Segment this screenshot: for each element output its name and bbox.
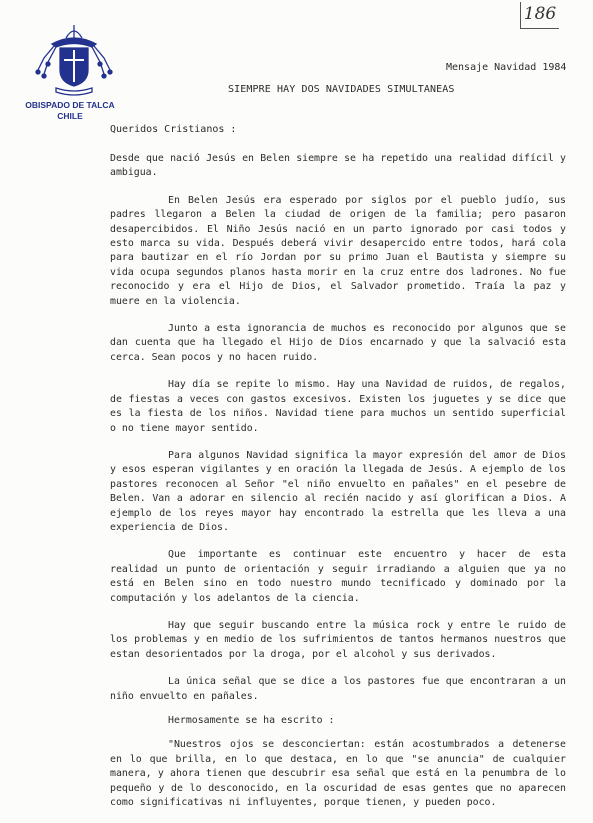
greeting: Queridos Cristianos :	[110, 124, 237, 135]
document-title: SIEMPRE HAY DOS NAVIDADES SIMULTANEAS	[228, 84, 455, 95]
paragraph-9: Hermosamente se ha escrito :	[168, 715, 335, 726]
paragraph-6: Que importante es continuar este encuentro y hacer de esta realidad un punto de orientación y seguir irradiando a alguien que ya no está en Belen sino en todo nuestro mundo tecnificado y dominado por la computación y los adelantos de la ciencia.	[110, 549, 566, 604]
organization-line-1: OBISPADO DE TALCA	[25, 100, 115, 110]
paragraph-4: Hay día se repite lo mismo. Hay una Navidad de ruidos, de regalos, de fiestas a veces con gastos excesivos. Existen los juguetes y se dice que es la fiesta de los niños. Navidad tiene para muchos un sentido superficial o no tiene mayor sentido.	[110, 379, 566, 434]
paragraph-7: Hay que seguir buscando entre la música rock y entre le ruido de los problemas y en medio de los sufrimientos de tantos hermanos nuestros que estan desorientados por la droga, por el alcohol y sus derivados.	[110, 619, 566, 660]
paragraph-3: Junto a esta ignorancia de muchos es reconocido por algunos que se dan cuenta que ha llegado el Hijo de Dios encarnado y que la salvació esta cerca. Sean pocos y no hacen ruido.	[110, 323, 566, 363]
paragraph-8: La única señal que se dice a los pastores fue que encontraran a un niño envuelto en pañales.	[110, 676, 566, 702]
organization-name	[22, 100, 118, 122]
organization-line-2: CHILE	[57, 111, 83, 121]
paragraph-5: Para algunos Navidad significa la mayor expresión del amor de Dios y esos esperan vigilantes y en oración la llegada de Jesús. A ejemplo de los pastores reconocen al Señor "el niño envuelto en pañales" en el pesebre de Belen. Van a adorar en silencio al recién nacido y así glorifican a Dios. A ejemplo de los reyes mayor hay encontrado la estrella que les lleva a una experiencia de Dios.	[110, 449, 566, 533]
episcopal-seal-logo	[30, 22, 118, 96]
letter-body	[110, 152, 566, 823]
paragraph-1: Desde que nació Jesús en Belen siempre se ha repetido una realidad difícil y ambigua.	[110, 153, 566, 179]
page-number: 186	[520, 2, 559, 29]
paragraph-2: En Belen Jesús era esperado por siglos por el pueblo judío, sus padres llegaron a Belen la ciudad de origen de la familia; pero pasaron desapercibidos. El Niño Jesús nació en un parto ignorado por casi todos y esto marca su vida. Después deberá vivir desapercido entre todos, hará cola para bautizar en el río Jordan por su primo Juan el Bautista y siempre su vida ocupa segundos planos hasta morir en la cruz entre dos ladrones. No fue reconocido y era el Hijo de Dios, el Salvador prometido. Traía la paz y muere en la violencia.	[110, 194, 566, 307]
message-header: Mensaje Navidad 1984	[446, 62, 567, 73]
paragraph-10: "Nuestros ojos se desconciertan: están acostumbrados a detenerse en lo que brilla, en lo que destaca, en lo que "se anuncia" de cualquier manera, y ahora tienen que descubrir esa señal que está en la penumbra de lo pequeño y de lo desconocido, en la oscuridad de esas gentes que no aparecen como significativas ni influyentes, porque tienen, y pueden poco.	[110, 739, 566, 809]
